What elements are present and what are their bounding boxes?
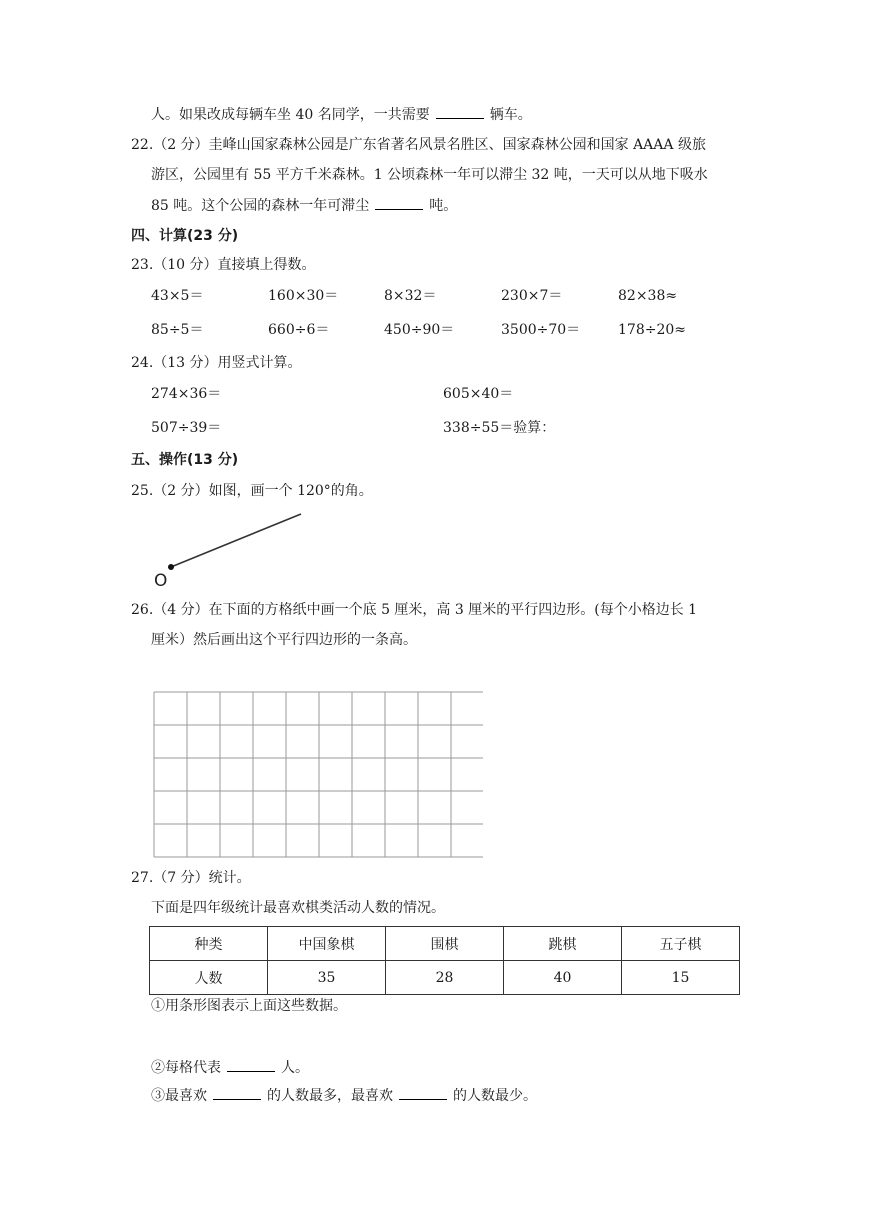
ray-line — [171, 514, 301, 567]
q22-line3 — [151, 195, 457, 216]
q22-line3-text: 85 吨。这个公园的森林一年可滞尘 — [151, 198, 370, 214]
q27-sub3 — [151, 1085, 537, 1106]
q24-item: 605×40＝ — [443, 386, 514, 402]
grid-svg — [153, 691, 483, 859]
q27-sub2 — [151, 1057, 309, 1078]
q21-tail-unit: 辆车。 — [489, 107, 532, 123]
q27-title: 27.（7 分）统计。 — [131, 870, 251, 886]
q23-item: 660÷6＝ — [268, 322, 330, 338]
q23-item: 85÷5＝ — [151, 322, 204, 338]
vertex-label: O — [154, 571, 168, 591]
table-cell: 五子棋 — [622, 927, 740, 961]
q23-item: 160×30＝ — [268, 288, 339, 304]
table-row — [150, 961, 740, 995]
chess-stats-table — [149, 926, 740, 995]
vertex-point — [168, 564, 174, 570]
q23-item: 230×7＝ — [501, 288, 563, 304]
q25-title: 25.（2 分）如图，画一个 120°的角。 — [131, 483, 373, 499]
q22-answer-blank[interactable] — [375, 195, 423, 210]
table-cell: 40 — [504, 961, 622, 995]
q21-tail-line — [151, 104, 532, 125]
q27-sub3-text-a: ③最喜欢 — [151, 1088, 207, 1104]
table-cell: 28 — [386, 961, 504, 995]
q21-answer-blank[interactable] — [436, 104, 484, 119]
q22-line1: 22.（2 分）圭峰山国家森林公园是广东省著名风景名胜区、国家森林公园和国家 AAAA 级旅 — [131, 137, 706, 153]
table-cell: 人数 — [150, 961, 268, 995]
q21-tail-text: 人。如果改成每辆车坐 40 名同学，一共需要 — [151, 107, 430, 123]
q23-item: 178÷20≈ — [618, 322, 686, 338]
q22-line3-unit: 吨。 — [429, 198, 458, 214]
square-grid-paper[interactable] — [153, 691, 483, 863]
q23-item: 82×38≈ — [618, 288, 678, 304]
q27-sub3-blank-least[interactable] — [399, 1085, 447, 1100]
table-cell: 15 — [622, 961, 740, 995]
table-cell: 中国象棋 — [268, 927, 386, 961]
q27-sub3-text-c: 的人数最少。 — [453, 1088, 537, 1104]
q22-line2: 游区，公园里有 55 平方千米森林。1 公顷森林一年可以滞尘 32 吨，一天可以从地下吸水 — [151, 167, 708, 183]
q27-sub1: ①用条形图表示上面这些数据。 — [151, 998, 347, 1014]
q24-title: 24.（13 分）用竖式计算。 — [131, 355, 302, 371]
table-cell: 围棋 — [386, 927, 504, 961]
section-4-heading: 四、计算(23 分) — [131, 228, 239, 244]
table-cell: 种类 — [150, 927, 268, 961]
q23-item: 8×32＝ — [384, 288, 437, 304]
q23-title: 23.（10 分）直接填上得数。 — [131, 257, 316, 273]
q25-ray-figure — [145, 505, 315, 595]
table-header-row — [150, 927, 740, 961]
q24-item: 274×36＝ — [151, 386, 222, 402]
q27-sub3-text-b: 的人数最多，最喜欢 — [267, 1088, 393, 1104]
q23-item: 450÷90＝ — [384, 322, 455, 338]
q27-sub2-text: ②每格代表 — [151, 1060, 221, 1076]
q23-item: 3500÷70＝ — [501, 322, 581, 338]
q23-item: 43×5＝ — [151, 288, 204, 304]
q24-item: 338÷55＝验算： — [443, 420, 556, 436]
q26-line1: 26.（4 分）在下面的方格纸中画一个底 5 厘米，高 3 厘米的平行四边形。(每个小格边长 1 — [131, 602, 698, 618]
section-5-heading: 五、操作(13 分) — [131, 452, 239, 468]
q27-sub2-blank[interactable] — [227, 1057, 275, 1072]
q27-intro: 下面是四年级统计最喜欢棋类活动人数的情况。 — [151, 900, 445, 916]
table-cell: 跳棋 — [504, 927, 622, 961]
q27-sub3-blank-most[interactable] — [213, 1085, 261, 1100]
q26-line2: 厘米）然后画出这个平行四边形的一条高。 — [151, 632, 417, 648]
q27-sub2-unit: 人。 — [281, 1060, 309, 1076]
table-cell: 35 — [268, 961, 386, 995]
q24-item: 507÷39＝ — [151, 420, 222, 436]
